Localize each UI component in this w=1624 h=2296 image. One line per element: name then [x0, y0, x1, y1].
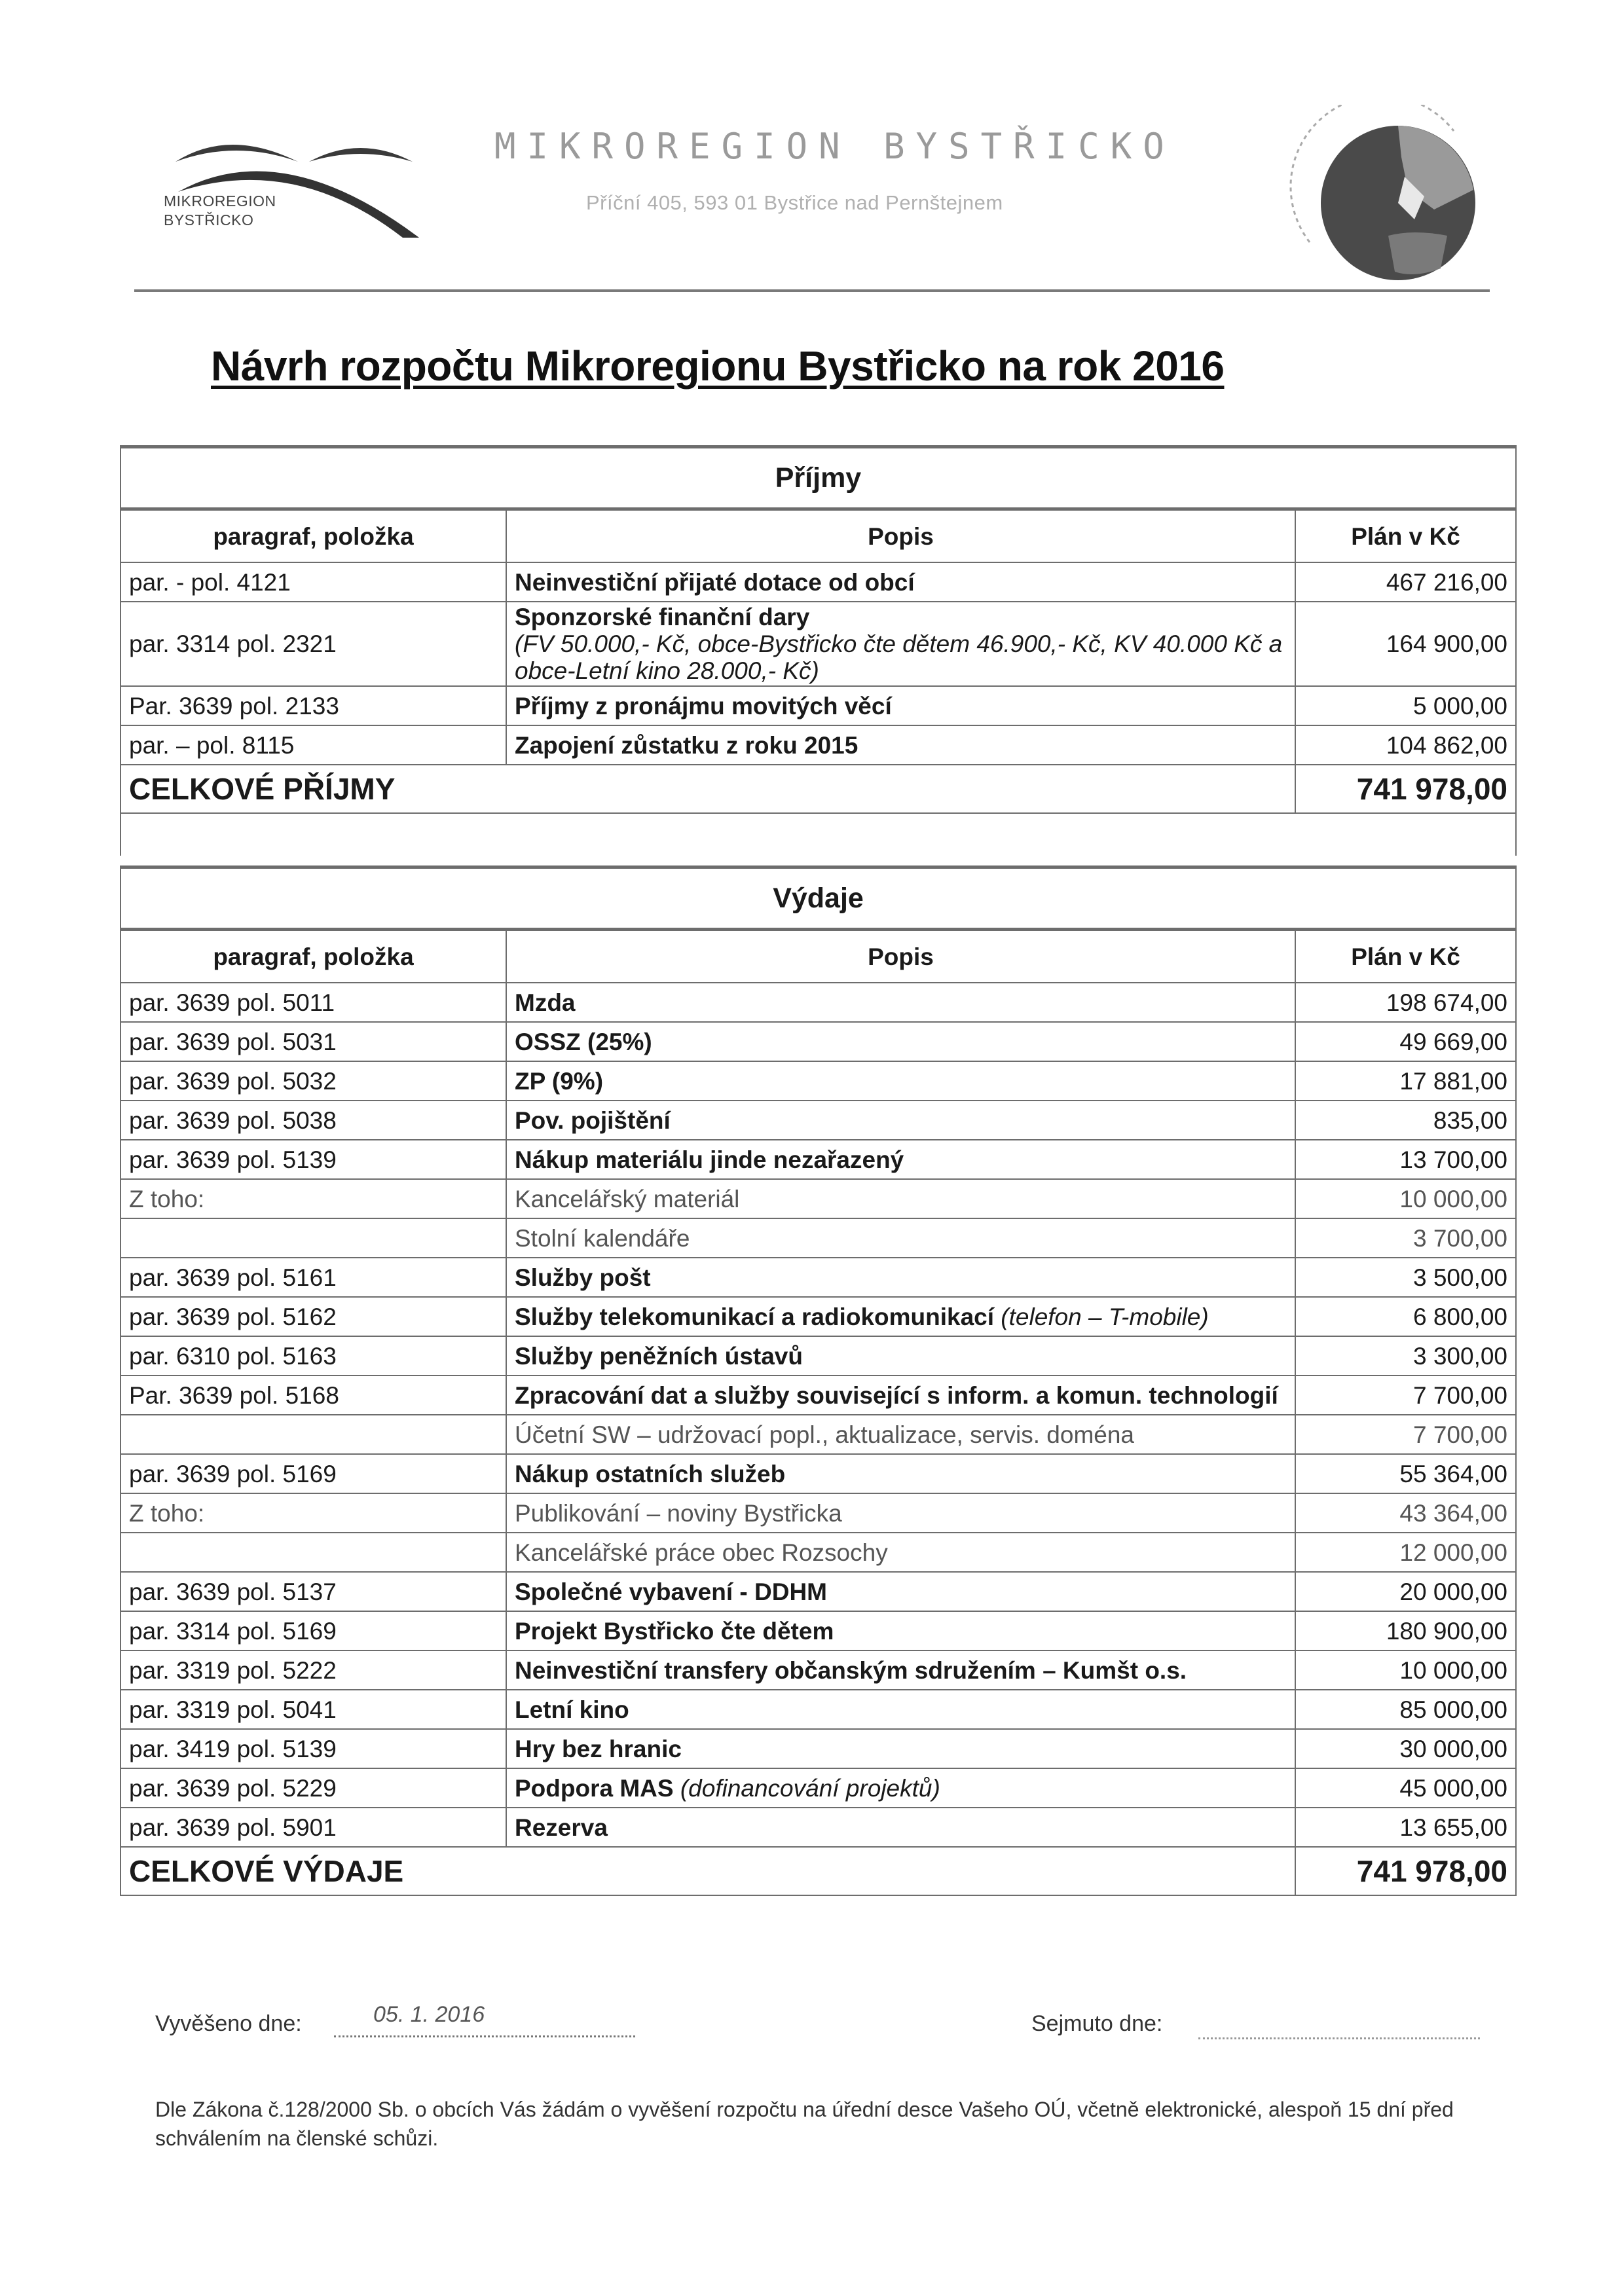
row-code: par. 3639 pol. 5901 — [120, 1808, 506, 1847]
income-table — [120, 445, 1517, 856]
table-row — [120, 1611, 1516, 1650]
table-row — [120, 562, 1516, 602]
total-label: CELKOVÉ PŘÍJMY — [120, 765, 1295, 813]
description-text: Společné vybavení - DDHM — [515, 1578, 828, 1605]
description-text: Podpora MAS — [515, 1774, 674, 1802]
table-row — [120, 1493, 1516, 1533]
table-row — [120, 602, 1516, 686]
row-amount: 12 000,00 — [1295, 1533, 1516, 1572]
row-code: par. 3639 pol. 5229 — [120, 1768, 506, 1808]
row-description — [506, 562, 1295, 602]
table-row — [120, 1376, 1516, 1415]
row-description — [506, 1218, 1295, 1258]
description-text: Publikování – noviny Bystřicka — [515, 1499, 842, 1527]
row-code: Par. 3639 pol. 5168 — [120, 1376, 506, 1415]
expenses-section-title: Výdaje — [120, 867, 1516, 930]
row-amount: 3 500,00 — [1295, 1258, 1516, 1297]
row-description — [506, 1376, 1295, 1415]
table-row — [120, 1101, 1516, 1140]
table-row — [120, 1690, 1516, 1729]
row-amount: 13 655,00 — [1295, 1808, 1516, 1847]
total-row — [120, 765, 1516, 813]
table-row — [120, 686, 1516, 725]
row-description — [506, 1140, 1295, 1179]
row-amount: 49 669,00 — [1295, 1022, 1516, 1061]
row-code: par. – pol. 8115 — [120, 725, 506, 765]
row-code: par. 3639 pol. 5031 — [120, 1022, 506, 1061]
description-text: Nákup materiálu jinde nezařazený — [515, 1146, 904, 1173]
row-amount: 10 000,00 — [1295, 1179, 1516, 1218]
row-description — [506, 1650, 1295, 1690]
row-description — [506, 1493, 1295, 1533]
row-code: par. 3314 pol. 2321 — [120, 602, 506, 686]
description-note: (dofinancování projektů) — [680, 1774, 940, 1802]
description-text: ZP (9%) — [515, 1067, 604, 1095]
description-text: Sponzorské finanční dary — [515, 604, 810, 630]
row-description — [506, 1572, 1295, 1611]
row-code: par. 3639 pol. 5169 — [120, 1454, 506, 1493]
table-row — [120, 1808, 1516, 1847]
row-amount: 30 000,00 — [1295, 1729, 1516, 1768]
row-description — [506, 1297, 1295, 1336]
row-amount: 7 700,00 — [1295, 1415, 1516, 1454]
row-description — [506, 602, 1295, 686]
description-text: Příjmy z pronájmu movitých věcí — [515, 692, 892, 720]
description-text: Účetní SW – udržovací popl., aktualizace, servis. doména — [515, 1421, 1134, 1448]
row-description — [506, 1611, 1295, 1650]
description-text: Služby peněžních ústavů — [515, 1342, 803, 1370]
table-row — [120, 1022, 1516, 1061]
column-header-description: Popis — [506, 509, 1295, 563]
row-code: par. 3639 pol. 5137 — [120, 1572, 506, 1611]
organization-name: MIKROREGION BYSTŘICKO — [494, 126, 1175, 167]
table-row — [120, 1729, 1516, 1768]
row-description — [506, 1101, 1295, 1140]
row-code: par. 3319 pol. 5222 — [120, 1650, 506, 1690]
row-amount: 55 364,00 — [1295, 1454, 1516, 1493]
row-description — [506, 1022, 1295, 1061]
row-amount: 3 700,00 — [1295, 1218, 1516, 1258]
description-text: Stolní kalendáře — [515, 1224, 690, 1252]
table-row — [120, 1140, 1516, 1179]
row-amount: 7 700,00 — [1295, 1376, 1516, 1415]
removed-date-label: Sejmuto dne: — [1031, 2011, 1163, 2036]
row-amount: 104 862,00 — [1295, 725, 1516, 765]
row-code: par. 3639 pol. 5038 — [120, 1101, 506, 1140]
table-row — [120, 725, 1516, 765]
row-amount: 835,00 — [1295, 1101, 1516, 1140]
description-text: Pov. pojištění — [515, 1106, 671, 1134]
table-row — [120, 1258, 1516, 1297]
row-amount: 164 900,00 — [1295, 602, 1516, 686]
row-description — [506, 983, 1295, 1022]
row-description — [506, 725, 1295, 765]
row-code — [120, 1218, 506, 1258]
description-note: (telefon – T-mobile) — [1001, 1303, 1209, 1330]
row-amount: 13 700,00 — [1295, 1140, 1516, 1179]
row-code — [120, 1415, 506, 1454]
description-text: Zapojení zůstatku z roku 2015 — [515, 731, 858, 759]
logo-text-line2: BYSTŘICKO — [164, 211, 254, 228]
row-code — [120, 1533, 506, 1572]
income-section-title: Příjmy — [120, 447, 1516, 509]
row-code: Z toho: — [120, 1179, 506, 1218]
description-text: OSSZ (25%) — [515, 1028, 652, 1055]
table-row — [120, 1297, 1516, 1336]
description-text: Neinvestiční přijaté dotace od obcí — [515, 568, 915, 596]
globe-seal-icon — [1283, 105, 1493, 288]
total-amount: 741 978,00 — [1295, 1847, 1516, 1895]
row-code: par. 3419 pol. 5139 — [120, 1729, 506, 1768]
row-description — [506, 1336, 1295, 1376]
row-description — [506, 686, 1295, 725]
row-amount: 45 000,00 — [1295, 1768, 1516, 1808]
column-header-code: paragraf, položka — [120, 930, 506, 983]
table-row — [120, 1061, 1516, 1101]
document-title: Návrh rozpočtu Mikroregionu Bystřicko na rok 2016 — [211, 342, 1225, 390]
posted-date-field[interactable]: 05. 1. 2016 — [334, 2002, 635, 2037]
table-row — [120, 1415, 1516, 1454]
row-amount: 467 216,00 — [1295, 562, 1516, 602]
row-description — [506, 1179, 1295, 1218]
header-divider — [134, 289, 1490, 292]
total-amount: 741 978,00 — [1295, 765, 1516, 813]
row-description — [506, 1729, 1295, 1768]
column-header-code: paragraf, položka — [120, 509, 506, 563]
row-amount: 180 900,00 — [1295, 1611, 1516, 1650]
row-amount: 198 674,00 — [1295, 983, 1516, 1022]
total-row — [120, 1847, 1516, 1895]
description-text: Projekt Bystřicko čte dětem — [515, 1617, 834, 1645]
description-text: Kancelářský materiál — [515, 1185, 740, 1212]
row-description — [506, 1768, 1295, 1808]
legal-note: Dle Zákona č.128/2000 Sb. o obcích Vás žádám o vyvěšení rozpočtu na úřední desce Vašeho OÚ, včetně elektronické, alespoň 15 dní před schválením na členské schůzi. — [155, 2098, 1454, 2150]
row-amount: 43 364,00 — [1295, 1493, 1516, 1533]
row-amount: 85 000,00 — [1295, 1690, 1516, 1729]
row-description — [506, 1415, 1295, 1454]
row-description — [506, 1454, 1295, 1493]
row-code: par. 3319 pol. 5041 — [120, 1690, 506, 1729]
table-row — [120, 1533, 1516, 1572]
row-code: par. 3639 pol. 5032 — [120, 1061, 506, 1101]
description-text: Hry bez hranic — [515, 1735, 682, 1762]
table-row — [120, 983, 1516, 1022]
table-row — [120, 1650, 1516, 1690]
row-code: par. 3639 pol. 5161 — [120, 1258, 506, 1297]
description-text: Letní kino — [515, 1696, 629, 1723]
description-text: Kancelářské práce obec Rozsochy — [515, 1539, 888, 1566]
row-code: Par. 3639 pol. 2133 — [120, 686, 506, 725]
description-text: Neinvestiční transfery občanským sdružením – Kumšt o.s. — [515, 1656, 1187, 1684]
description-text: Rezerva — [515, 1813, 608, 1841]
description-text: Služby telekomunikací a radiokomunikací — [515, 1303, 995, 1330]
table-row — [120, 1768, 1516, 1808]
posted-date-label: Vyvěšeno dne: — [155, 2011, 302, 2036]
removed-date-field[interactable] — [1198, 2002, 1480, 2039]
row-code: par. 3639 pol. 5162 — [120, 1297, 506, 1336]
row-description — [506, 1258, 1295, 1297]
table-row — [120, 1454, 1516, 1493]
row-code: par. 6310 pol. 5163 — [120, 1336, 506, 1376]
row-amount: 6 800,00 — [1295, 1297, 1516, 1336]
organization-address: Příční 405, 593 01 Bystřice nad Pernštejnem — [586, 191, 1003, 214]
description-text: Mzda — [515, 989, 576, 1016]
expenses-table — [120, 866, 1517, 1896]
description-note: (FV 50.000,- Kč, obce-Bystřicko čte dětem 46.900,- Kč, KV 40.000 Kč a obce-Letní kino 28.000,- Kč) — [515, 630, 1283, 684]
mikroregion-logo — [151, 121, 426, 239]
row-code: par. 3639 pol. 5011 — [120, 983, 506, 1022]
table-row — [120, 1572, 1516, 1611]
logo-text-line1: MIKROREGION — [164, 192, 276, 210]
description-text: Zpracování dat a služby související s inform. a komun. technologií — [515, 1381, 1278, 1409]
row-amount: 3 300,00 — [1295, 1336, 1516, 1376]
table-spacer — [120, 813, 1516, 856]
row-amount: 5 000,00 — [1295, 686, 1516, 725]
total-label: CELKOVÉ VÝDAJE — [120, 1847, 1295, 1895]
table-row — [120, 1179, 1516, 1218]
row-description — [506, 1690, 1295, 1729]
row-amount: 20 000,00 — [1295, 1572, 1516, 1611]
row-description — [506, 1061, 1295, 1101]
row-description — [506, 1533, 1295, 1572]
table-row — [120, 1218, 1516, 1258]
column-header-amount: Plán v Kč — [1295, 930, 1516, 983]
column-header-amount: Plán v Kč — [1295, 509, 1516, 563]
row-amount: 10 000,00 — [1295, 1650, 1516, 1690]
row-code: Z toho: — [120, 1493, 506, 1533]
row-code: par. 3314 pol. 5169 — [120, 1611, 506, 1650]
row-code: par. - pol. 4121 — [120, 562, 506, 602]
table-row — [120, 1336, 1516, 1376]
row-description — [506, 1808, 1295, 1847]
column-header-description: Popis — [506, 930, 1295, 983]
description-text: Služby pošt — [515, 1264, 651, 1291]
row-amount: 17 881,00 — [1295, 1061, 1516, 1101]
row-code: par. 3639 pol. 5139 — [120, 1140, 506, 1179]
description-text: Nákup ostatních služeb — [515, 1460, 786, 1487]
